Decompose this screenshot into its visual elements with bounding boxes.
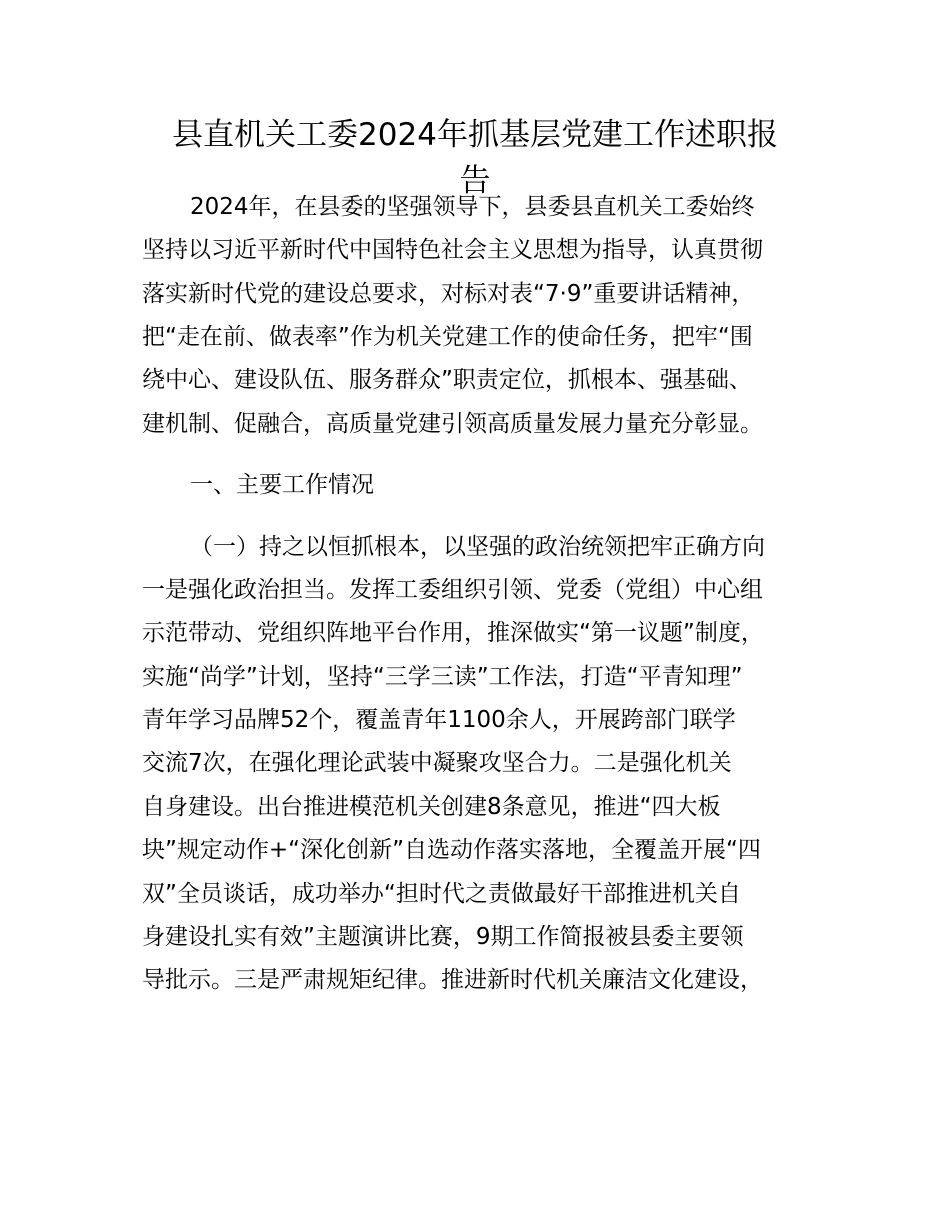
intro-line-6: 建机制、促融合，高质量党建引领高质量发展力量充分彰显。: [142, 411, 763, 437]
body-line-5: 交流7次，在强化理论武装中凝聚攻坚合力。二是强化机关: [142, 750, 732, 776]
body-line-8: 双”全员谈话，成功举办“担时代之责做最好干部推进机关自: [142, 881, 741, 907]
body-line-10: 导批示。三是严肃规矩纪律。推进新时代机关廉洁文化建设，: [142, 967, 763, 993]
intro-line-5: 绕中心、建设队伍、服务群众”职责定位，抓根本、强基础、: [142, 367, 752, 393]
intro-line-4: 把“走在前、做表率”作为机关党建工作的使命任务，把牢“围: [142, 324, 753, 350]
section-heading: 一、主要工作情况: [190, 472, 374, 498]
body-line-7: 块”规定动作+“深化创新”自选动作落实落地，全覆盖开展“四: [142, 837, 761, 863]
intro-line-3: 落实新时代党的建设总要求，对标对表“7·9”重要讲话精神，: [142, 281, 755, 307]
document-title: [140, 112, 810, 204]
body-line-1: 一是强化政治担当。发挥工委组织引领、党委（党组）中心组: [142, 577, 763, 603]
body-line-9: 身建设扎实有效”主题演讲比赛，9期工作简报被县委主要领: [142, 924, 744, 950]
title-line-2: 告: [459, 163, 491, 199]
intro-line-2: 坚持以习近平新时代中国特色社会主义思想为指导，认真贯彻: [142, 237, 763, 263]
body-line-4: 青年学习品牌52个，覆盖青年1100余人，开展跨部门联学: [142, 707, 736, 733]
subsection-heading: （一）持之以恒抓根本，以坚强的政治统领把牢正确方向: [190, 534, 765, 560]
intro-line-1: 2024年，在县委的坚强领导下，县委县直机关工委始终: [190, 194, 755, 220]
body-line-6: 自身建设。出台推进模范机关创建8条意见，推进“四大板: [142, 794, 721, 820]
title-line-1: 县直机关工委2024年抓基层党建工作述职报: [172, 117, 778, 153]
body-line-2: 示范带动、党组织阵地平台作用，推深做实“第一议题”制度，: [142, 620, 764, 646]
body-line-3: 实施“尚学”计划，坚持“三学三读”工作法，打造“平青知理”: [142, 664, 743, 690]
